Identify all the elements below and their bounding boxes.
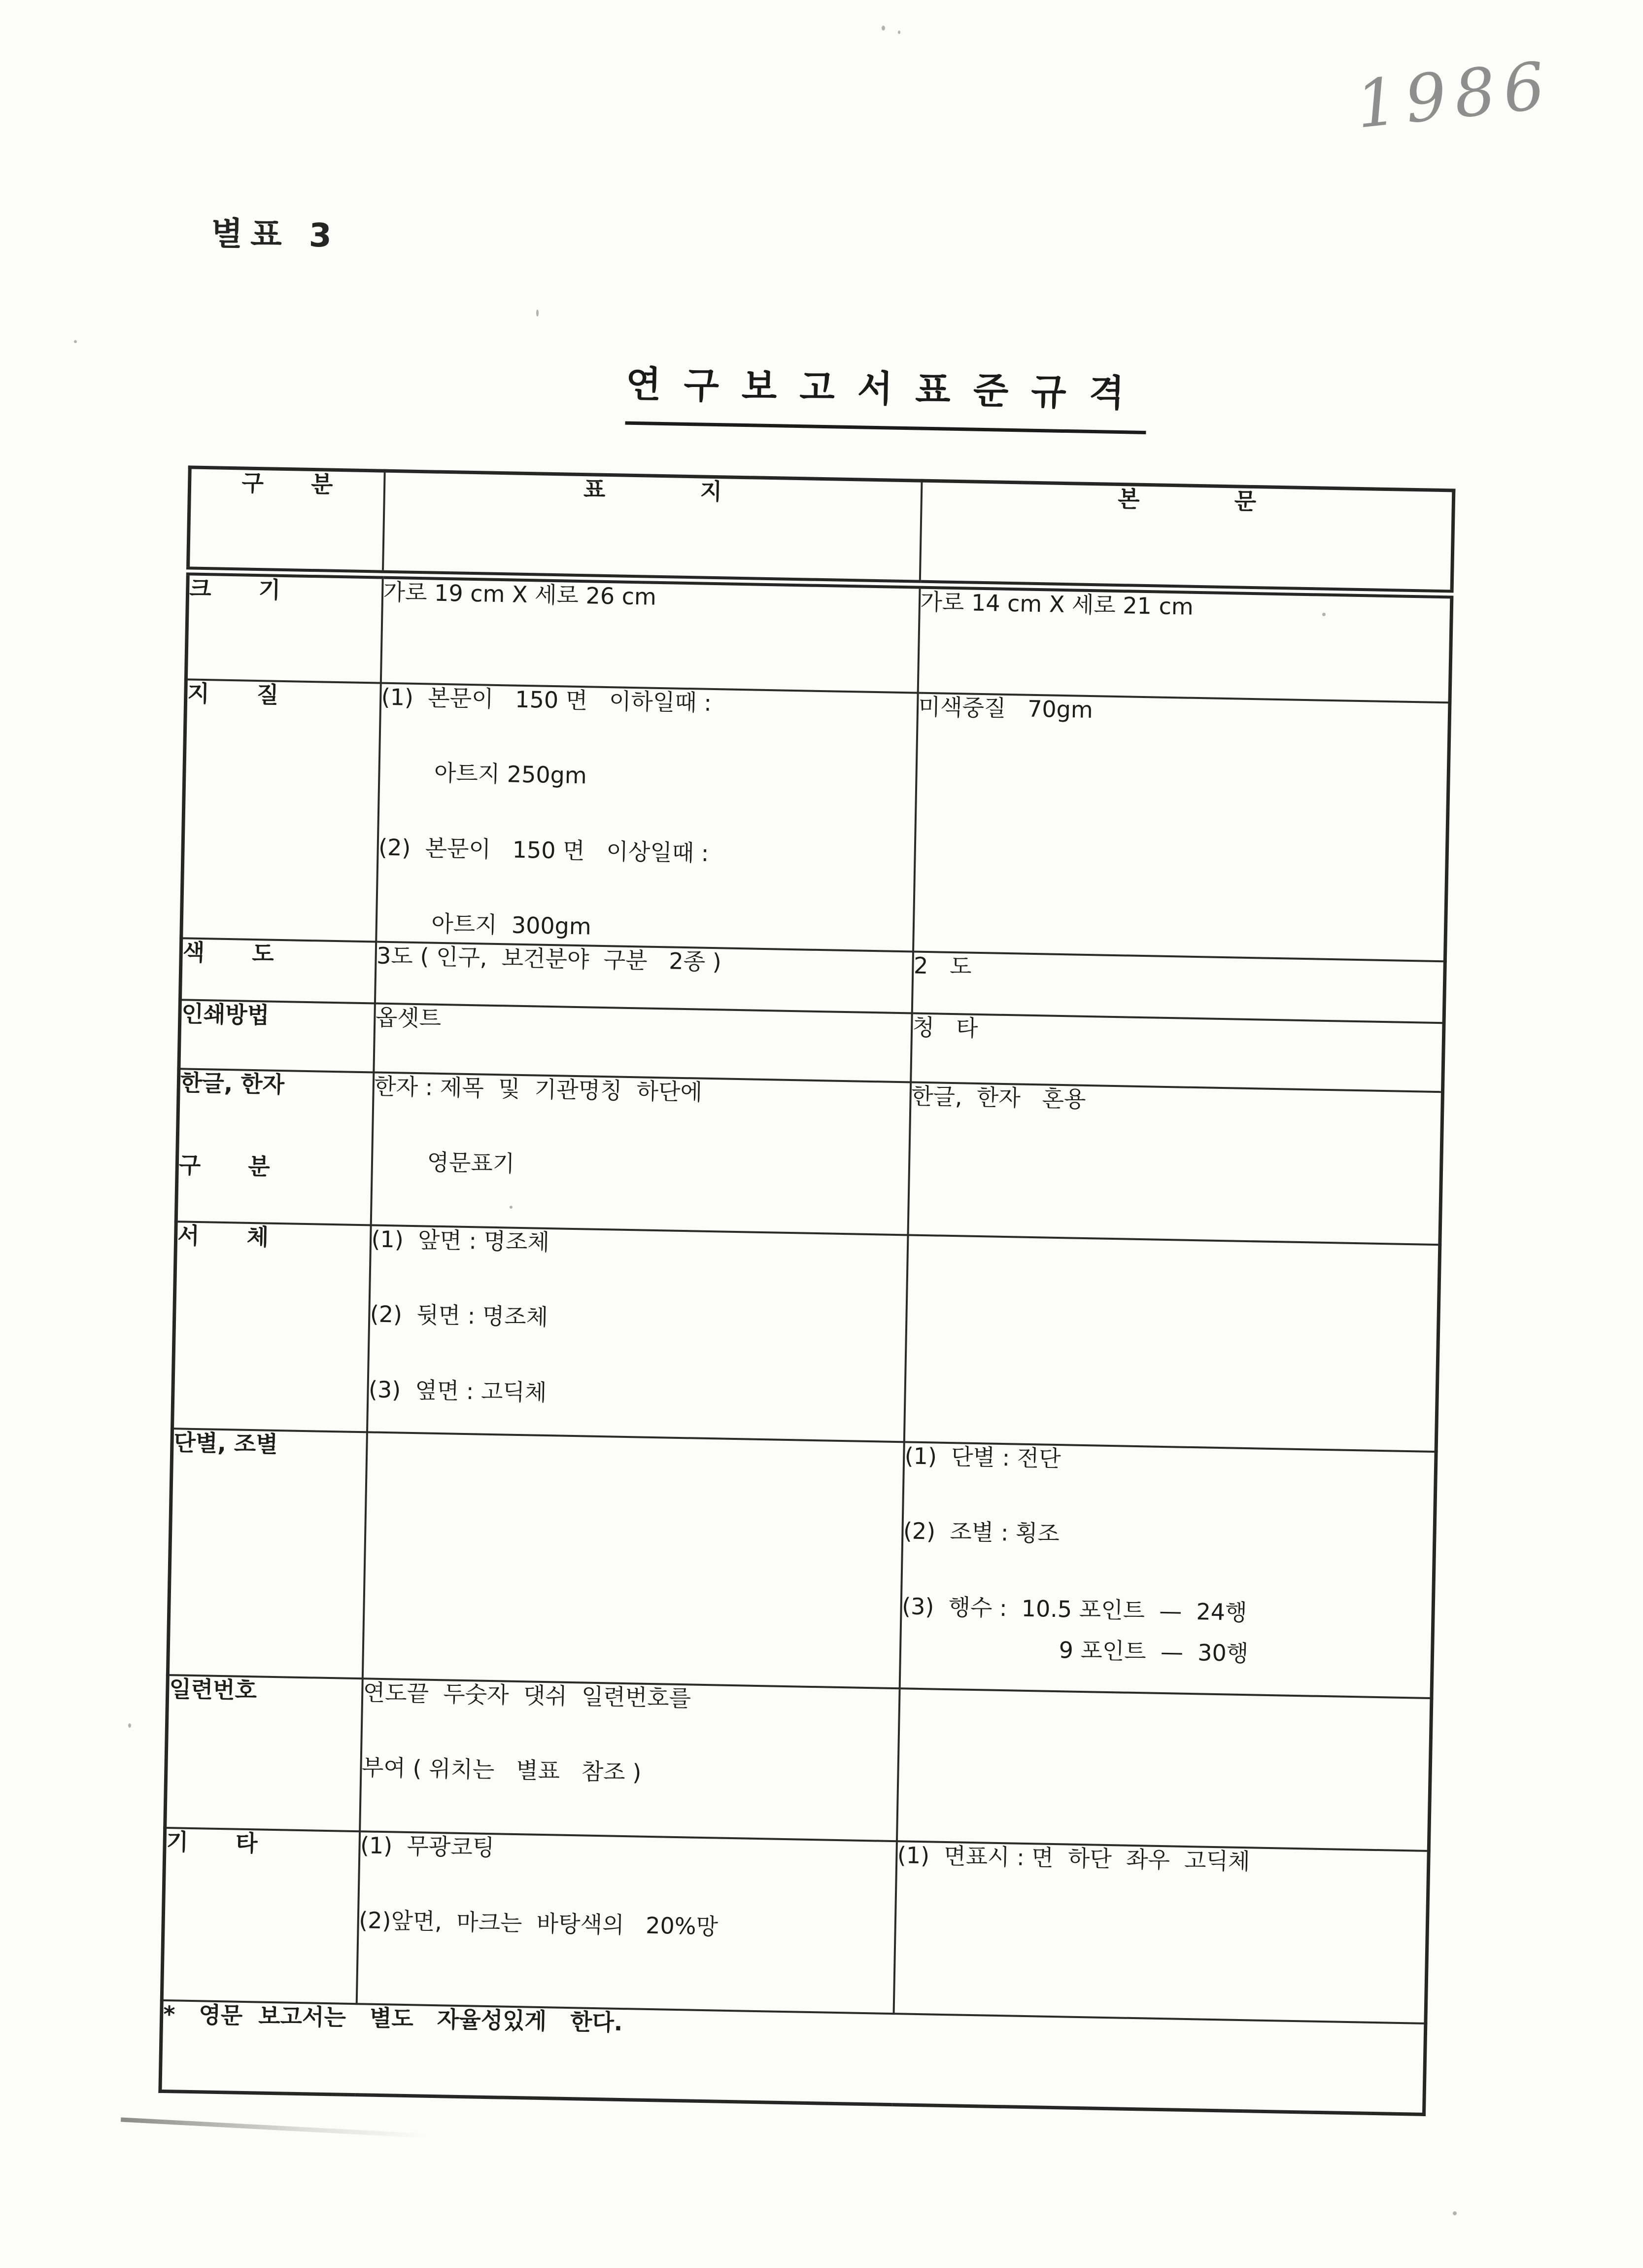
cell-columns-body xyxy=(899,1442,1436,1698)
cell-size-cover xyxy=(380,574,920,693)
page-title: 연구보고서표준규격 xyxy=(625,355,1148,434)
cell-size-body xyxy=(918,584,1452,702)
text-line: 서 체 xyxy=(177,1221,269,1251)
text-line: 가로 14 cm X 세로 21 cm xyxy=(920,588,1194,620)
text-line: (1) 무광코팅 xyxy=(360,1831,495,1861)
scan-speck xyxy=(510,1206,513,1209)
scan-speck xyxy=(74,340,77,343)
text-line: 크 기 xyxy=(189,574,281,603)
table-row-paper xyxy=(181,679,1450,961)
cell-misc-label xyxy=(162,1827,359,2003)
cell-columns-cover xyxy=(362,1432,904,1688)
table-row-columns xyxy=(168,1429,1436,1698)
scan-speck xyxy=(1322,613,1326,616)
text-line: 일련번호 xyxy=(169,1675,257,1704)
text-line: 한글, 한자 혼용 xyxy=(911,1082,1086,1113)
text-line: 가로 19 cm X 세로 26 cm xyxy=(383,578,657,610)
table-row-script xyxy=(176,1069,1442,1245)
text-line: 기 타 xyxy=(166,1828,258,1856)
cell-color-body xyxy=(912,951,1445,1023)
cell-serial-label xyxy=(165,1675,363,1831)
cell-size-label xyxy=(186,571,382,683)
text-line: (2) 본문이 150 면 이상일때 : xyxy=(378,834,709,867)
text-line: 옵셋트 xyxy=(375,1004,442,1032)
cell-misc-body xyxy=(893,1841,1429,2024)
table-row-serial xyxy=(165,1675,1432,1851)
text-line: 아트지 250gm xyxy=(434,760,587,789)
spec-table xyxy=(158,465,1455,2116)
text-line: 구 분 xyxy=(178,1151,271,1181)
cell-typeface-cover xyxy=(367,1225,908,1442)
scan-speck xyxy=(882,26,885,31)
text-line: (1) 단별 : 전단 xyxy=(904,1442,1061,1472)
scan-speck xyxy=(128,1723,131,1728)
text-line: (2) 조별 : 횡조 xyxy=(903,1517,1060,1547)
cell-serial-cover xyxy=(360,1678,899,1841)
table-row-misc xyxy=(162,1827,1429,2023)
text-line: 9 포인트 — 30행 xyxy=(1059,1637,1249,1667)
text-line: (3) 행수 : 10.5 포인트 — 24행 xyxy=(901,1593,1248,1626)
cell-paper-label xyxy=(181,679,381,942)
text-line: (3) 옆면 : 고딕체 xyxy=(368,1376,547,1406)
handwritten-year: 1986 xyxy=(1352,47,1556,143)
header-cell-cover: 표 지 xyxy=(382,471,922,584)
text-line: * 영문 보고서는 별도 자율성있게 한다. xyxy=(163,2000,623,2036)
cell-columns-label xyxy=(168,1429,367,1678)
text-line: 부여 ( 위치는 별표 참조 ) xyxy=(361,1754,642,1786)
cell-script-body xyxy=(908,1082,1442,1245)
text-line: (1) 본문이 150 면 이하일때 : xyxy=(381,683,712,716)
text-line: 2 도 xyxy=(913,952,972,980)
text-line: 한글, 한자 xyxy=(180,1069,285,1098)
cell-typeface-label xyxy=(172,1221,371,1432)
cell-script-label xyxy=(176,1069,374,1225)
cell-paper-cover xyxy=(376,683,918,951)
header-cell-body: 본 문 xyxy=(920,481,1454,594)
text-line: 단별, 조별 xyxy=(173,1429,278,1458)
text-line: 3도 ( 인구, 보건분야 구분 2종 ) xyxy=(376,942,722,975)
cell-misc-cover xyxy=(356,1831,896,2014)
cell-paper-body xyxy=(913,693,1450,961)
text-line: (1) 앞면 : 명조체 xyxy=(371,1225,550,1256)
text-line: 미색중질 70gm xyxy=(918,693,1094,723)
cell-printing-body xyxy=(911,1013,1444,1092)
scan-speck xyxy=(536,310,539,316)
cell-printing-cover xyxy=(374,1003,912,1082)
text-line: 청 타 xyxy=(912,1013,978,1042)
text-line: 아트지 300gm xyxy=(431,910,592,940)
cell-color-label xyxy=(180,938,376,1003)
scan-speck xyxy=(898,31,900,34)
cell-printing-label xyxy=(179,1000,375,1072)
header-cell-category: 구 분 xyxy=(188,467,384,574)
cell-color-cover xyxy=(375,942,913,1013)
table-row-typeface xyxy=(172,1221,1440,1452)
cell-typeface-body xyxy=(904,1235,1440,1452)
text-line: 색 도 xyxy=(182,938,274,967)
scan-speck xyxy=(1453,2211,1457,2215)
text-line: (2)앞면, 마크는 바탕색의 20%망 xyxy=(358,1907,719,1940)
text-line: 인쇄방법 xyxy=(181,1000,270,1029)
text-line: 연도끝 두숫자 댓쉬 일련번호를 xyxy=(363,1678,691,1711)
text-line: 영문표기 xyxy=(427,1149,515,1178)
cell-serial-body xyxy=(896,1688,1431,1851)
text-line: (1) 면표시 : 면 하단 좌우 고딕체 xyxy=(897,1841,1251,1875)
text-line: 한자 : 제목 및 기관명칭 하단에 xyxy=(374,1073,703,1106)
attachment-label: 별표 3 xyxy=(210,214,340,255)
cell-script-cover xyxy=(371,1072,910,1235)
scan-smudge xyxy=(121,2117,426,2138)
text-line: 지 질 xyxy=(187,679,279,708)
text-line: (2) 뒷면 : 명조체 xyxy=(370,1300,548,1331)
